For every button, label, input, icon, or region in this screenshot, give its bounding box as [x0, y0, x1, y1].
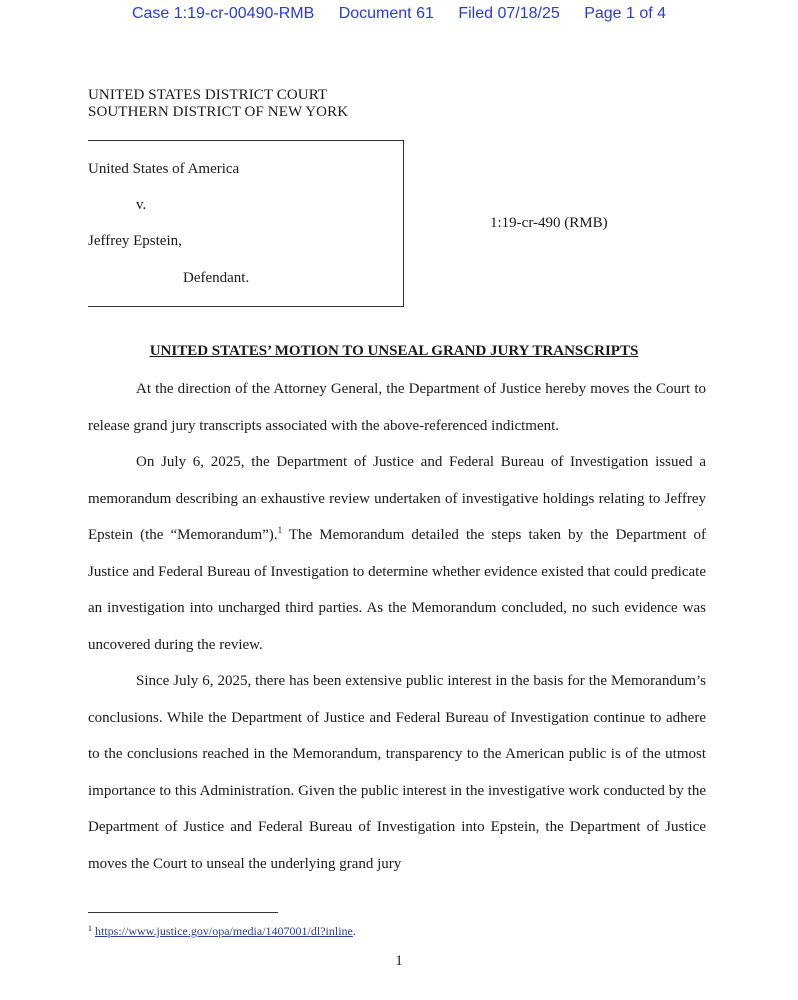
footnote	[88, 924, 356, 939]
court-name	[88, 87, 348, 121]
document-number: Document 61	[338, 5, 434, 22]
filed-date: Filed 07/18/25	[458, 5, 560, 22]
ecf-header	[0, 5, 798, 23]
footnote-divider	[88, 912, 278, 913]
defendant-role: Defendant.	[183, 270, 250, 286]
paragraph-1: At the direction of the Attorney General, the Department of Justice hereby moves the Court to release grand jury transcripts associated with the above-referenced indictment.	[88, 381, 706, 434]
document-title: UNITED STATES’ MOTION TO UNSEAL GRAND JURY TRANSCRIPTS	[149, 343, 639, 359]
case-number: 1:19-cr-490 (RMB)	[490, 215, 608, 231]
footnote-period: .	[352, 924, 356, 938]
paragraph-2	[88, 444, 706, 663]
paragraph-2-text-b: The Memorandum detailed the steps taken by the Department of Justice and Federal Bureau of Investigation to determine whether evidence existed that could predicate an investigation into uncharged third parties. As the Memorandum concluded, no such evidence was uncovered during the review.	[88, 527, 706, 653]
page-number: 1	[395, 953, 403, 969]
plaintiff: United States of America	[88, 161, 240, 177]
versus: v.	[136, 197, 147, 213]
court-line-1: UNITED STATES DISTRICT COURT	[88, 87, 328, 103]
defendant: Jeffrey Epstein,	[88, 233, 182, 249]
paragraph-2-text-a: On July 6, 2025, the Department of Justice and Federal Bureau of Investigation issued a memorandum describing an exhaustive review undertaken of investigative holdings relating to Jeffrey Epstein (the “Memorandum”).	[88, 454, 706, 543]
paragraph-3: Since July 6, 2025, there has been extensive public interest in the basis for the Memorandum’s conclusions. While the Department of Justice and Federal Bureau of Investigation continue to adhere to the conclusions reached in the Memorandum, transparency to the American public is of the utmost importance to this Administration. Given the public interest in the investigative work conducted by the Department of Justice and Federal Bureau of Investigation into Epstein, the Department of Justice moves the Court to unseal the underlying grand jury	[88, 673, 706, 872]
footnote-link[interactable]: https://www.justice.gov/opa/media/1407001/dl?inline	[95, 924, 353, 938]
case-caption-box	[88, 140, 404, 307]
case-number-header: Case 1:19-cr-00490-RMB	[131, 5, 315, 22]
footnote-number: 1	[88, 924, 92, 933]
page-count: Page 1 of 4	[584, 5, 667, 22]
court-line-2: SOUTHERN DISTRICT OF NEW YORK	[88, 104, 349, 120]
motion-body	[88, 371, 706, 882]
footnote-reference: 1	[277, 525, 283, 535]
